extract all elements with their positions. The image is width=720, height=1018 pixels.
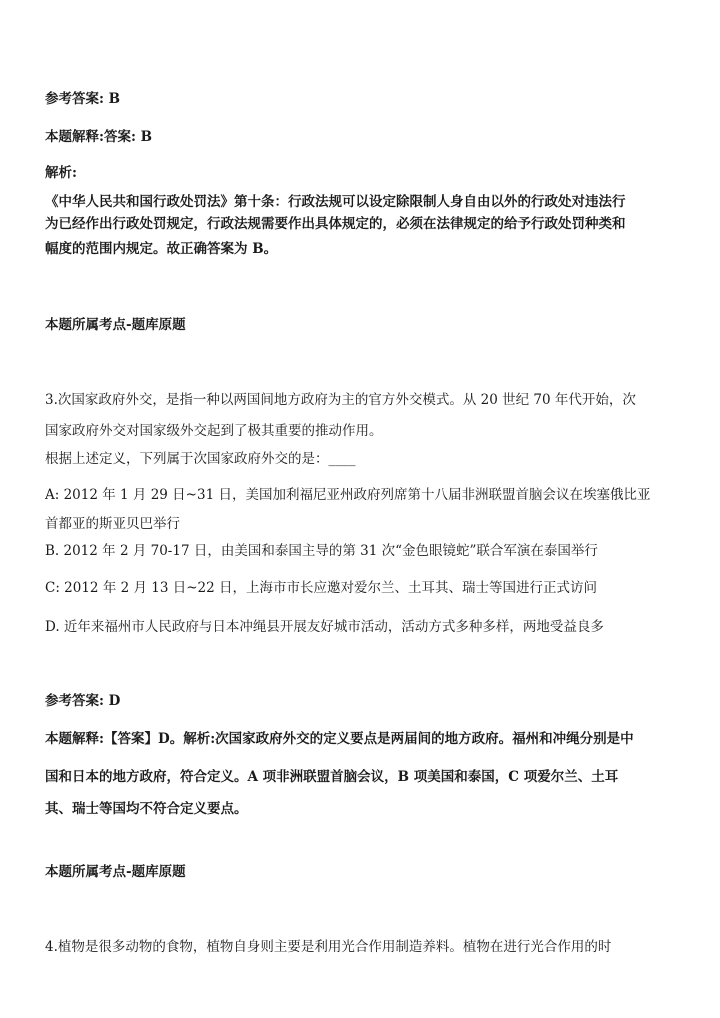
q2-answer: 参考答案: B	[45, 91, 121, 107]
q2-analysis-line-2: 为已经作出行政处罚规定，行政法规需要作出具体规定的，必须在法律规定的给予行政处罚种类和	[45, 216, 626, 232]
q2-analysis-label: 解析:	[45, 165, 77, 181]
q3-explanation-line-3: 其、瑞士等国均不符合定义要点。	[45, 801, 248, 817]
q2-explanation: 本题解释:答案: B	[45, 129, 153, 145]
q3-option-a-line-1: A: 2012 年 1 月 29 日~31 日，美国加利福尼亚州政府列席第十八届非洲联盟首脑会议在埃塞俄比亚	[45, 487, 651, 503]
q3-option-c: C: 2012 年 2 月 13 日~22 日，上海市市长应邀对爱尔兰、土耳其、瑞士等国进行正式访问	[45, 580, 598, 596]
q3-option-a-line-2: 首都亚的斯亚贝巴举行	[45, 516, 180, 532]
q3-option-d: D. 近年来福州市人民政府与日本冲绳县开展友好城市活动，活动方式多种多样，两地受益良多	[45, 619, 604, 635]
q4-stem-line-1: 4.植物是很多动物的食物，植物自身则主要是利用光合作用制造养料。植物在进行光合作用的时	[45, 939, 612, 955]
q3-explanation-line-2: 国和日本的地方政府，符合定义。A 项非洲联盟首脑会议，B 项美国和泰国，C 项爱尔兰、土耳	[45, 769, 619, 785]
q3-stem-line-3: 根据上述定义，下列属于次国家政府外交的是：____	[45, 451, 356, 467]
q3-answer: 参考答案: D	[45, 693, 121, 709]
q3-explanation-line-1: 本题解释:【答案】D。解析:次国家政府外交的定义要点是两届间的地方政府。福州和冲绳分别是中	[45, 731, 634, 747]
q3-stem-line-2: 国家政府外交对国家级外交起到了极其重要的推动作用。	[45, 423, 383, 439]
q3-source: 本题所属考点-题库原题	[45, 864, 186, 880]
q2-source: 本题所属考点-题库原题	[45, 317, 186, 333]
q2-analysis-line-3: 幅度的范围内规定。故正确答案为 B。	[45, 241, 278, 257]
q2-analysis-line-1: 《中华人民共和国行政处罚法》第十条：行政法规可以设定除限制人身自由以外的行政处对违法行	[45, 194, 626, 210]
q3-option-b: B. 2012 年 2 月 70-17 日，由美国和泰国主导的第 31 次“金色眼镜蛇”联合军演在泰国举行	[45, 543, 598, 559]
q3-stem-line-1: 3.次国家政府外交，是指一种以两国间地方政府为主的官方外交模式。从 20 世纪 70 年代开始，次	[45, 392, 636, 408]
